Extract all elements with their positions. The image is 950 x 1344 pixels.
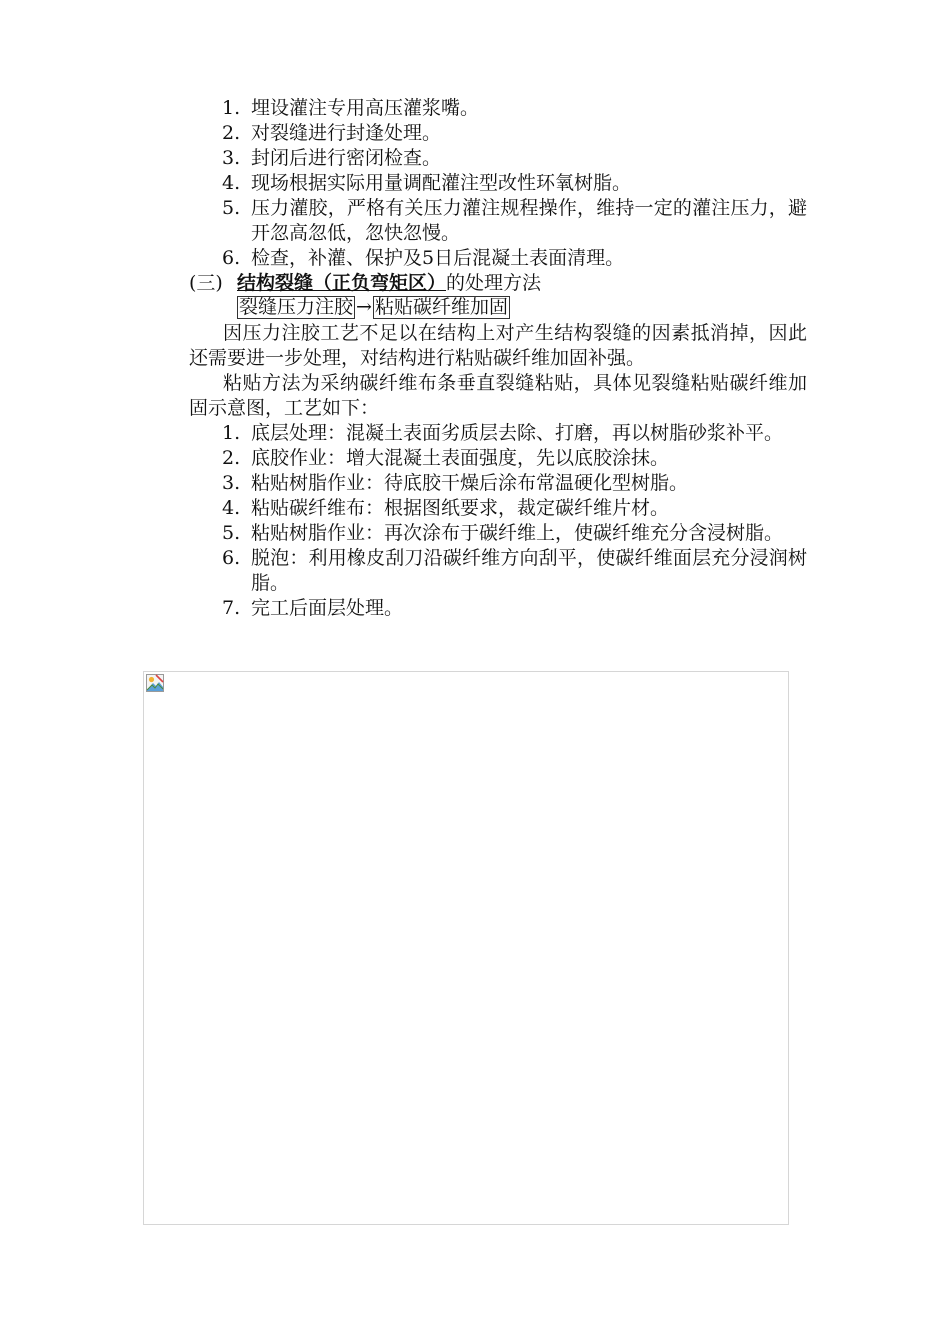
list-item-text: 完工后面层处理。 xyxy=(251,597,404,619)
flow-arrow: → xyxy=(356,296,372,318)
list-item-text: 底胶作业：增大混凝土表面强度，先以底胶涂抹。 xyxy=(251,447,670,469)
flow-step-box: 粘贴碳纤维加固 xyxy=(374,296,508,318)
list-item-number: 2. xyxy=(222,447,241,469)
list-item-text: 压力灌胶，严格有关压力灌注规程操作，维持一定的灌注压力，避开忽高忽低，忽快忽慢。 xyxy=(251,197,807,244)
list-item-text: 封闭后进行密闭检查。 xyxy=(251,147,442,169)
broken-image-icon xyxy=(145,673,165,693)
list-item-number: 7. xyxy=(222,597,241,619)
list-item-text: 粘贴树脂作业：待底胶干燥后涂布常温硬化型树脂。 xyxy=(251,472,689,494)
section-title-rest: 的处理方法 xyxy=(446,272,542,294)
list-item xyxy=(189,196,807,246)
list-item-text: 现场根据实际用量调配灌注型改性环氧树脂。 xyxy=(251,172,632,194)
list-item xyxy=(189,521,807,546)
list-item-number: 3. xyxy=(222,147,241,169)
flow-step-box: 裂缝压力注胶 xyxy=(239,296,354,318)
list-item-text: 对裂缝进行封逢处理。 xyxy=(251,122,442,144)
list-item xyxy=(189,471,807,496)
list-item xyxy=(189,496,807,521)
section-title-bold: 结构裂缝（正负弯矩区） xyxy=(237,272,447,294)
list-item-number: 1. xyxy=(222,422,241,444)
paragraph: 粘贴方法为采纳碳纤维布条垂直裂缝粘贴，具体见裂缝粘贴碳纤维加固示意图，工艺如下： xyxy=(189,372,807,419)
list-item-text: 脱泡：利用橡皮刮刀沿碳纤维方向刮平，使碳纤维面层充分浸润树脂。 xyxy=(251,547,807,594)
list-item xyxy=(189,446,807,471)
list-item-text: 粘贴树脂作业：再次涂布于碳纤维上，使碳纤维充分含浸树脂。 xyxy=(251,522,784,544)
list-item-number: 1. xyxy=(222,97,241,119)
list-item xyxy=(189,246,807,271)
list-item xyxy=(189,596,807,621)
list-item-number: 6. xyxy=(222,547,241,569)
process-flow xyxy=(237,296,807,321)
list-item-number: 5. xyxy=(222,522,241,544)
list-item-number: 2. xyxy=(222,122,241,144)
list-item xyxy=(189,146,807,171)
list-item-number: 6. xyxy=(222,247,241,269)
list-item xyxy=(189,546,807,596)
list-item xyxy=(189,171,807,196)
list-item-text: 底层处理：混凝土表面劣质层去除、打磨，再以树脂砂浆补平。 xyxy=(251,422,784,444)
paragraph: 因压力注胶工艺不足以在结构上对产生结构裂缝的因素抵消掉，因此还需要进一步处理，对结构进行粘贴碳纤维加固补强。 xyxy=(189,322,807,369)
list-item xyxy=(189,121,807,146)
document-body xyxy=(189,96,807,621)
list-item-number: 4. xyxy=(222,497,241,519)
list-item-text: 检查，补灌、保护及5日后混凝土表面清理。 xyxy=(251,247,625,269)
section-index: (三) xyxy=(189,272,223,294)
list-item-number: 4. xyxy=(222,172,241,194)
figure-placeholder xyxy=(143,671,789,1225)
cfrp-steps-list xyxy=(189,421,807,621)
list-item-number: 3. xyxy=(222,472,241,494)
section-heading xyxy=(189,271,807,296)
list-item xyxy=(189,96,807,121)
grouting-steps-list xyxy=(189,96,807,271)
list-item xyxy=(189,421,807,446)
list-item-text: 埋设灌注专用高压灌浆嘴。 xyxy=(251,97,480,119)
list-item-number: 5. xyxy=(222,197,241,219)
list-item-text: 粘贴碳纤维布：根据图纸要求，裁定碳纤维片材。 xyxy=(251,497,670,519)
